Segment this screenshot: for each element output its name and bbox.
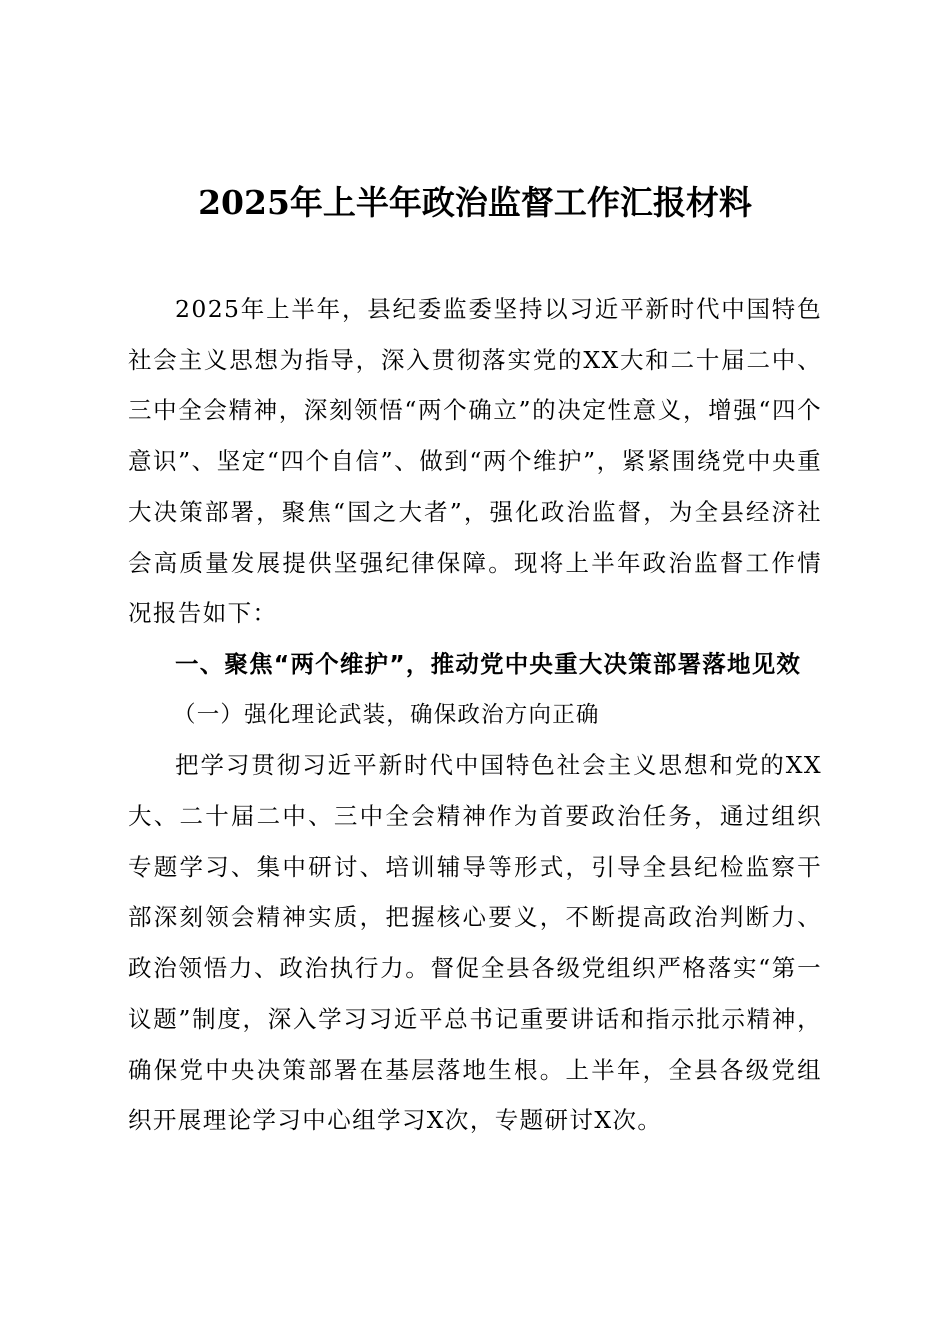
document-body	[128, 284, 822, 1146]
subsection-paragraph-1: 把学习贯彻习近平新时代中国特色社会主义思想和党的XX大、二十届二中、三中全会精神作为首要政治任务，通过组织专题学习、集中研讨、培训辅导等形式，引导全县纪检监察干部深刻领会精神实质，把握核心要义，不断提高政治判断力、政治领悟力、政治执行力。督促全县各级党组织严格落实“第一议题”制度，深入学习习近平总书记重要讲话和指示批示精神，确保党中央决策部署在基层落地生根。上半年，全县各级党组织开展理论学习中心组学习X次，专题研讨X次。	[128, 751, 822, 1135]
document-title: 2025年上半年政治监督工作汇报材料	[198, 183, 752, 222]
section-heading-1: 一、聚焦“两个维护”，推动党中央重大决策部署落地见效	[175, 649, 802, 678]
intro-paragraph: 2025年上半年，县纪委监委坚持以习近平新时代中国特色社会主义思想为指导，深入贯彻落实党的XX大和二十届二中、三中全会精神，深刻领悟“两个确立”的决定性意义，增强“四个意识”、坚定“四个自信”、做到“两个维护”，紧紧围绕党中央重大决策部署，聚焦“国之大者”，强化政治监督，为全县经济社会高质量发展提供坚强纪律保障。现将上半年政治监督工作情况报告如下：	[128, 295, 822, 628]
subsection-heading-1: （一）强化理论武装，确保政治方向正确	[173, 701, 600, 728]
